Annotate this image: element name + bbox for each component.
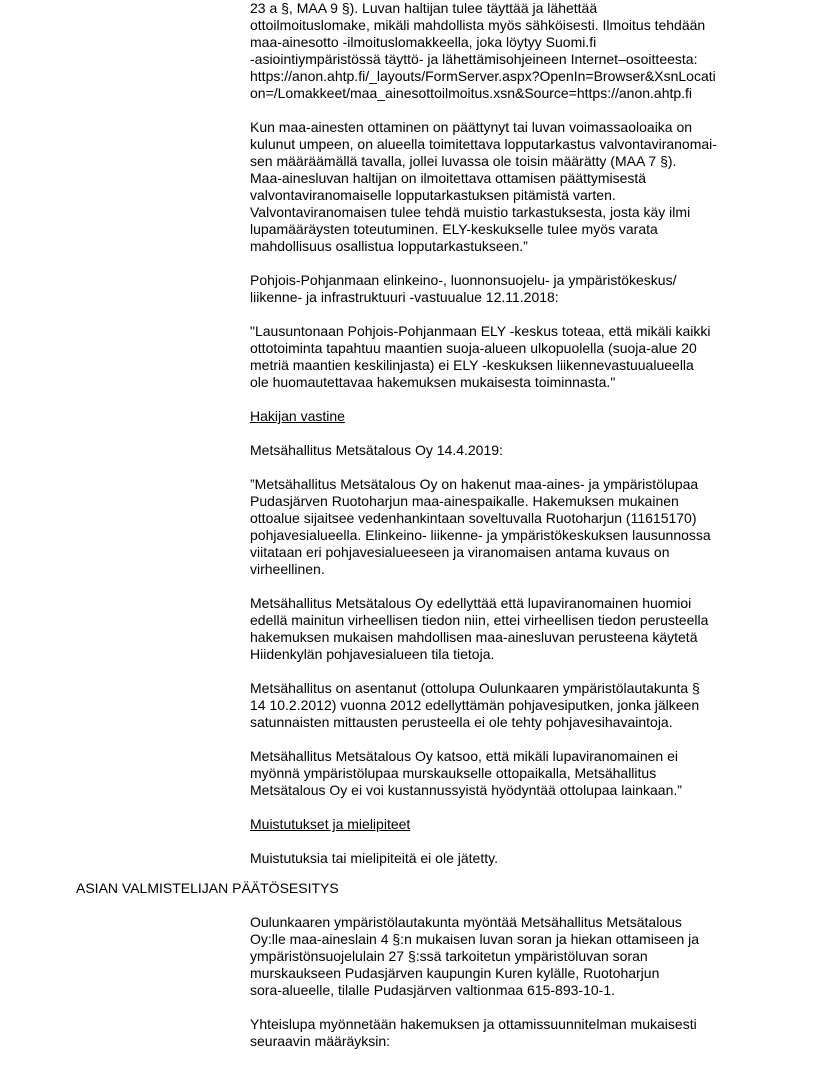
paragraph-vastine-antaja	[250, 442, 750, 459]
text-line: ole huomautettavaa hakemuksen mukaisesta toiminnasta."	[250, 374, 616, 390]
text-line: ”Metsähallitus Metsätalous Oy on hakenut maa-aines- ja ympäristölupaa	[250, 476, 699, 492]
text-line: maa-ainesotto -ilmoituslomakkeella, joka löytyy Suomi.fi	[250, 34, 597, 50]
text-line: hakemuksen mukaisen mahdollisen maa-ainesluvan perusteena käytetä	[250, 629, 698, 645]
decision-text-column	[250, 914, 750, 1067]
text-line: https://anon.ahtp.fi/_layouts/FormServer.aspx?OpenIn=Browser&XsnLocati	[250, 68, 716, 84]
text-line: liikenne- ja infrastruktuuri -vastuualue 12.11.2018:	[250, 289, 559, 305]
text-line: mahdollisuus osallistua lopputarkastukseen.”	[250, 238, 528, 254]
text-line: Metsätalous Oy ei voi kustannussyistä hyödyntää ottolupaa lainkaan.”	[250, 782, 682, 798]
text-line: valvontaviranomaiselle lopputarkastuksen pitämistä varten.	[250, 187, 616, 203]
text-line: pohjavesialueella. Elinkeino- liikenne- ja ympäristökeskuksen lausunnossa	[250, 527, 711, 543]
text-line: myönnä ympäristölupaa murskaukselle ottopaikalla, Metsähallitus	[250, 765, 657, 781]
paragraph-vastine-4	[250, 748, 750, 799]
text-line: Hiidenkylän pohjavesialueen tila tietoja.	[250, 646, 495, 662]
text-line: metriä maantien keskilinjasta) ei ELY -keskuksen liikennevastuualueella	[250, 357, 694, 373]
text-line: ottoilmoituslomake, mikäli mahdollista myös sähköisesti. Ilmoitus tehdään	[250, 17, 706, 33]
subheading-text: Muistutukset ja mielipiteet	[250, 816, 411, 832]
text-line: sora-alueelle, tilalle Pudasjärven valtionmaa 615-893-10-1.	[250, 982, 615, 998]
text-line: 23 a §, MAA 9 §). Luvan haltijan tulee täyttää ja lähettää	[250, 0, 598, 16]
body-text-column	[250, 0, 750, 884]
text-line: sen määräämällä tavalla, jollei luvassa ole toisin määrätty (MAA 7 §).	[250, 153, 677, 169]
text-line: -asiointiympäristössä täyttö- ja lähettämisohjeineen Internet–osoitteesta:	[250, 51, 698, 67]
paragraph-ottoilmoitus	[250, 0, 750, 102]
text-line: Metsähallitus Metsätalous Oy katsoo, että mikäli lupaviranomainen ei	[250, 748, 678, 764]
text-line: lupamääräysten toteutuminen. ELY-keskukselle tulee myös varata	[250, 221, 658, 237]
text-line: 14 10.2.2012) vuonna 2012 edellyttämän pohjavesiputken, jonka jälkeen	[250, 697, 700, 713]
paragraph-vastine-1	[250, 476, 750, 578]
paragraph-yhteislupa	[250, 1016, 750, 1050]
text-line: kulunut umpeen, on alueella toimitettava lopputarkastus valvontaviranomai-	[250, 136, 717, 152]
paragraph-vastine-2	[250, 595, 750, 663]
text-line: ottoalue sijaitsee vedenhankintaan soveltuvalla Ruotoharjun (11615170)	[250, 510, 697, 526]
text-line: virheellinen.	[250, 561, 325, 577]
subheading-hakijan-vastine	[250, 408, 750, 425]
text-line: Valvontaviranomaisen tulee tehdä muistio tarkastuksesta, josta käy ilmi	[250, 204, 691, 220]
subheading-text: Hakijan vastine	[250, 408, 345, 424]
text-line: Maa-ainesluvan haltijan on ilmoitettava ottamisen päättymisestä	[250, 170, 647, 186]
paragraph-ely-lausunnonantaja	[250, 272, 750, 306]
text-line: Yhteislupa myönnetään hakemuksen ja ottamissuunnitelman mukaisesti	[250, 1016, 697, 1032]
paragraph-lopputarkastus	[250, 119, 750, 255]
text-line: Metsähallitus Metsätalous Oy 14.4.2019:	[250, 442, 503, 458]
text-line: seuraavin määräyksin:	[250, 1033, 391, 1049]
paragraph-muistutukset	[250, 850, 750, 867]
text-line: Muistutuksia tai mielipiteitä ei ole jätetty.	[250, 850, 498, 866]
paragraph-ely-lausunto	[250, 323, 750, 391]
text-line: Oy:lle maa-aineslain 4 §:n mukaisen luvan soran ja hiekan ottamiseen ja	[250, 931, 700, 947]
text-line: ottotoiminta tapahtuu maantien suoja-alueen ulkopuolella (suoja-alue 20	[250, 340, 697, 356]
section-title: ASIAN VALMISTELIJAN PÄÄTÖSESITYS	[76, 880, 339, 896]
text-line: Oulunkaaren ympäristölautakunta myöntää Metsähallitus Metsätalous	[250, 914, 682, 930]
text-line: viitataan eri pohjavesialueeseen ja viranomaisen antama kuvaus on	[250, 544, 670, 560]
text-line: satunnaisten mittausten perusteella ei ole tehty pohjavesihavaintoja.	[250, 714, 673, 730]
text-line: Kun maa-ainesten ottaminen on päättynyt tai luvan voimassaoloaika on	[250, 119, 693, 135]
text-line: ympäristönsuojelulain 27 §:ssä tarkoitetun ympäristöluvan soran	[250, 948, 648, 964]
subheading-muistutukset	[250, 816, 750, 833]
text-line: Pudasjärven Ruotoharjun maa-ainespaikalle. Hakemuksen mukainen	[250, 493, 679, 509]
text-line: "Lausuntonaan Pohjois-Pohjanmaan ELY -keskus toteaa, että mikäli kaikki	[250, 323, 711, 339]
text-line: Metsähallitus Metsätalous Oy edellyttää että lupaviranomainen huomioi	[250, 595, 692, 611]
text-line: edellä mainitun virheellisen tiedon niin, ettei virheellisen tiedon perusteella	[250, 612, 709, 628]
text-line: Pohjois-Pohjanmaan elinkeino-, luonnonsuojelu- ja ympäristökeskus/	[250, 272, 677, 288]
paragraph-vastine-3	[250, 680, 750, 731]
text-line: on=/Lomakkeet/maa_ainesottoilmoitus.xsn&Source=https://anon.ahtp.fi	[250, 85, 693, 101]
text-line: Metsähallitus on asentanut (ottolupa Oulunkaaren ympäristölautakunta §	[250, 680, 700, 696]
paragraph-paatosesitys	[250, 914, 750, 999]
text-line: murskaukseen Pudasjärven kaupungin Kuren kylälle, Ruotoharjun	[250, 965, 660, 981]
